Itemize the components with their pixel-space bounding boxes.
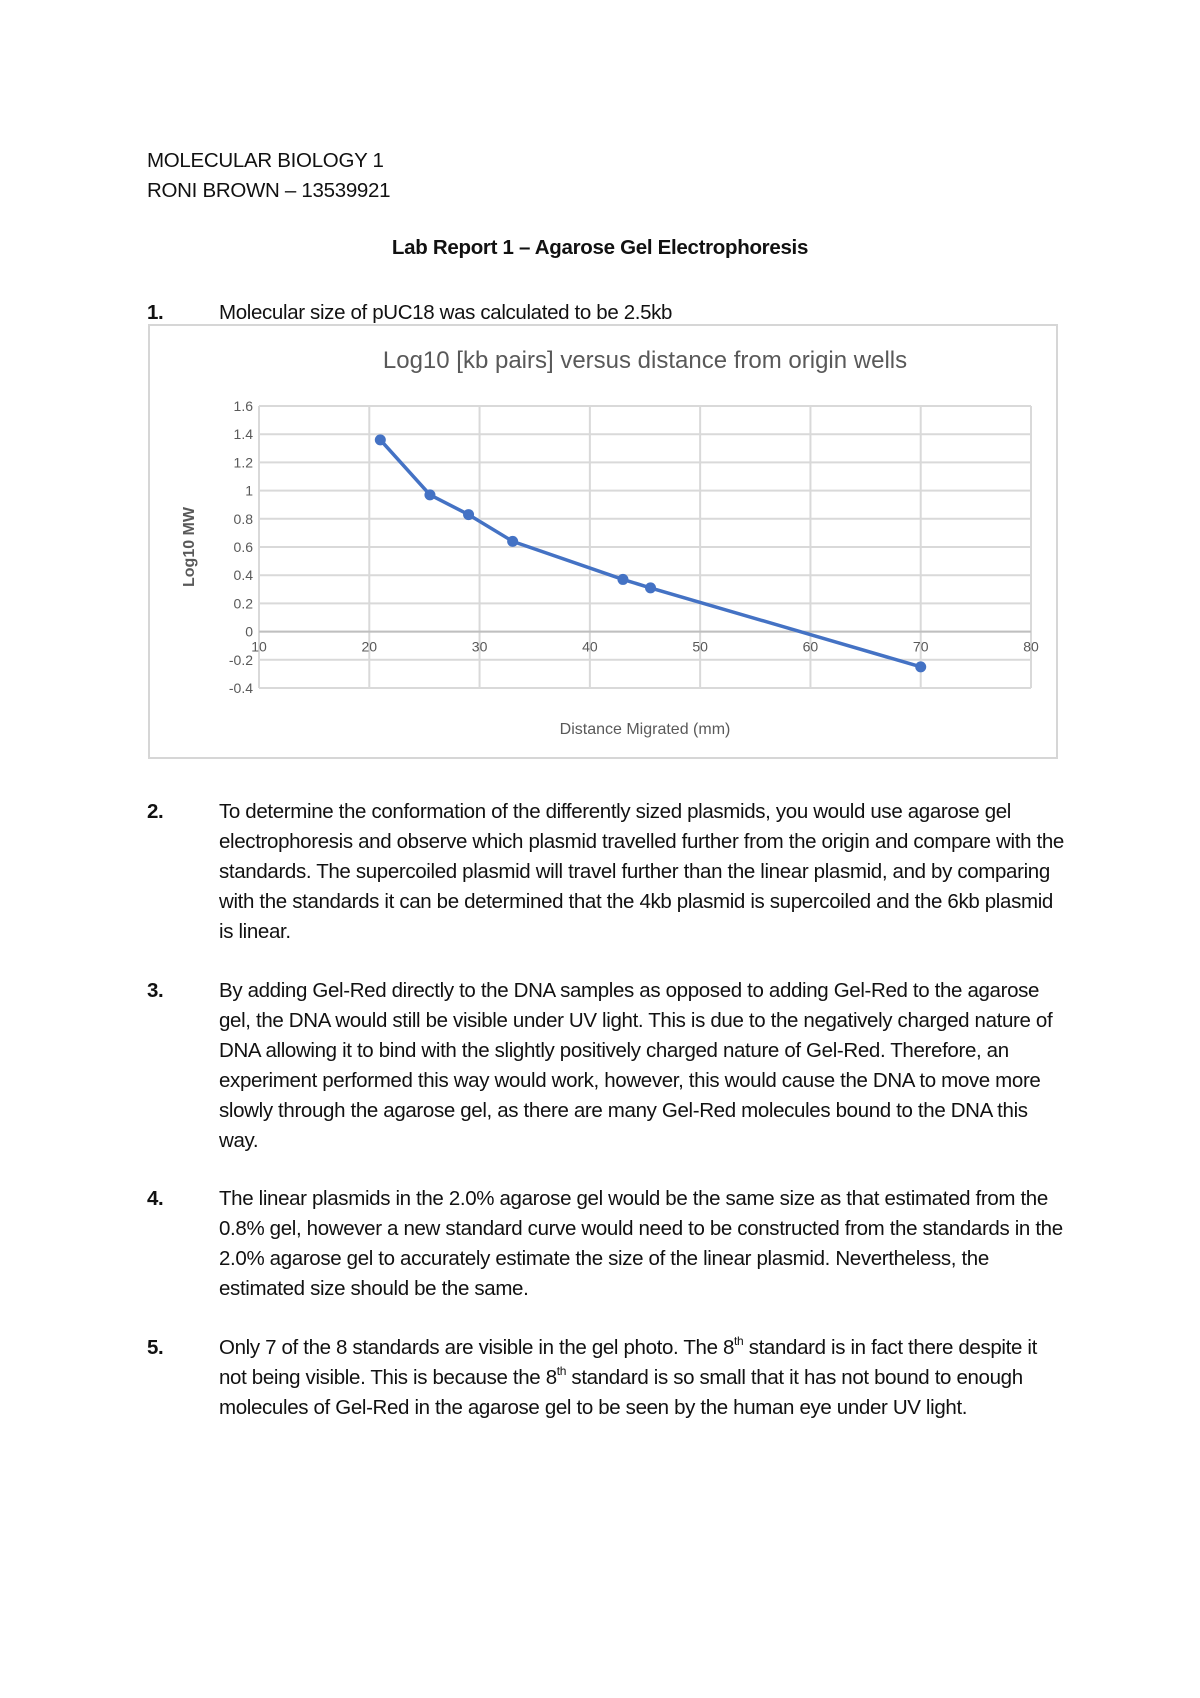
question-number: 2. — [147, 800, 164, 823]
question-number: 4. — [147, 1187, 164, 1210]
y-tick-label: 0.4 — [233, 567, 253, 584]
question-text-part: standard is so small that it has not bound to enough molecules of Gel-Red in the agarose gel to be seen by the human eye under UV light. — [219, 1366, 1023, 1419]
x-tick-label: 70 — [912, 638, 929, 655]
y-tick-label: 0.8 — [233, 510, 253, 527]
x-tick-label: 40 — [582, 638, 598, 655]
question-number: 5. — [147, 1336, 164, 1359]
y-tick-label: -0.2 — [228, 651, 253, 668]
data-point — [645, 582, 656, 593]
x-axis-label: Distance Migrated (mm) — [559, 721, 731, 738]
superscript-th: th — [734, 1334, 744, 1348]
y-tick-label: 1.6 — [233, 398, 253, 414]
student-name-id: RONI BROWN – 13539921 — [147, 179, 391, 202]
data-point — [507, 536, 518, 547]
chart-canvas — [150, 326, 1056, 757]
x-tick-label: 60 — [802, 638, 819, 655]
data-point — [375, 434, 386, 445]
y-tick-label: -0.4 — [228, 680, 253, 696]
y-axis-label: Log10 MW — [181, 507, 198, 587]
course-name: MOLECULAR BIOLOGY 1 — [147, 149, 384, 172]
y-tick-label: 0.2 — [233, 595, 253, 612]
y-tick-label: 0 — [245, 623, 253, 640]
y-tick-label: 0.6 — [233, 539, 253, 555]
question-text-part: Only 7 of the 8 standards are visible in the gel photo. The 8 — [219, 1336, 735, 1359]
question-text-part: standard is in fact there despite it not being visible. This is because the 8 — [219, 1336, 1037, 1389]
data-point — [463, 509, 474, 520]
x-tick-label: 80 — [1023, 638, 1039, 655]
x-tick-label: 30 — [471, 638, 488, 655]
question-text — [219, 1333, 1067, 1423]
question-text: By adding Gel-Red directly to the DNA samples as opposed to adding Gel-Red to the agarose gel, the DNA would still be visible under UV light. This is due to the negatively charged nature of DNA allowing it to bind with the slightly positively charged nature of Gel-Red. Therefore, an experiment performed this way would work, however, this would cause the DNA to move more slowly through the agarose gel, as there are many Gel-Red molecules bound to the DNA this way. — [219, 979, 1053, 1152]
standard-curve-chart — [148, 324, 1058, 759]
question-number: 3. — [147, 979, 164, 1002]
x-tick-label: 10 — [251, 638, 267, 655]
report-title: Lab Report 1 – Agarose Gel Electrophoresis — [391, 236, 809, 259]
question-text: The linear plasmids in the 2.0% agarose gel would be the same size as that estimated from the 0.8% gel, however a new standard curve would need to be constructed from the standards in the 2.0% agarose gel to accurately estimate the size of the linear plasmid. Nevertheless, the estimated size should be the same. — [219, 1187, 1063, 1300]
question-number: 1. — [147, 301, 164, 324]
question-2 — [147, 797, 1067, 947]
question-text: To determine the conformation of the differently sized plasmids, you would use agarose gel electrophoresis and observe which plasmid travelled further from the origin and compare with the standards. The supercoiled plasmid will travel further than the linear plasmid, and by comparing with the standards it can be determined that the 4kb plasmid is supercoiled and the 6kb plasmid is linear. — [219, 800, 1064, 943]
question-3 — [147, 976, 1067, 1156]
data-point — [617, 574, 628, 585]
y-tick-label: 1.4 — [233, 426, 253, 443]
y-tick-label: 1 — [245, 482, 253, 499]
x-tick-label: 50 — [692, 638, 708, 655]
superscript-th: th — [556, 1364, 567, 1378]
question-text: Molecular size of pUC18 was calculated to be 2.5kb — [219, 301, 673, 324]
data-point — [424, 489, 435, 500]
question-5 — [147, 1333, 1067, 1423]
chart-title: Log10 [kb pairs] versus distance from origin wells — [382, 347, 908, 374]
y-tick-label: 1.2 — [233, 454, 253, 471]
question-4 — [147, 1184, 1067, 1304]
document-header — [147, 146, 390, 206]
x-tick-label: 20 — [361, 638, 378, 655]
series-line — [380, 440, 920, 667]
data-point — [915, 661, 926, 672]
